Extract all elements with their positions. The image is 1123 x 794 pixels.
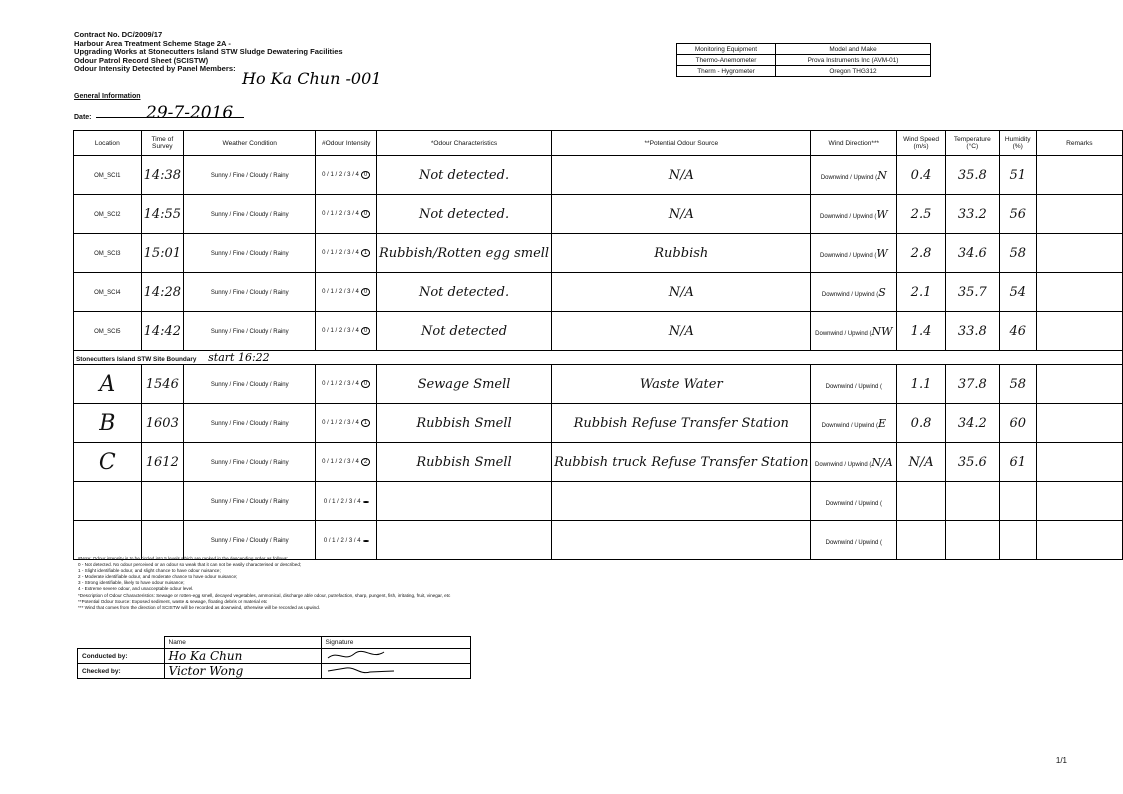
intensity-cell	[316, 443, 377, 482]
temperature-value: 34.2	[957, 415, 987, 431]
temperature-value: 35.8	[957, 167, 987, 183]
panel-member-name: Ho Ka Chun -001	[242, 69, 382, 88]
time-cell	[141, 521, 183, 560]
location-value: OM_SCI3	[94, 250, 121, 257]
temperature-cell	[945, 482, 999, 521]
weather-cell	[184, 482, 316, 521]
wind-options: Downwind / Upwind (	[815, 330, 872, 337]
conducted-label: Conducted by:	[78, 649, 165, 664]
weather-cell	[184, 365, 316, 404]
weather-cell	[184, 404, 316, 443]
location-cell	[74, 404, 142, 443]
time-value: 14:38	[143, 167, 182, 183]
scheme-title: Harbour Area Treatment Scheme Stage 2A -	[74, 38, 231, 48]
time-cell	[141, 234, 183, 273]
note-line: #Note: Odour intensity is to be circled into 5 levels which are ranked in the descending order as follows:	[78, 556, 289, 561]
source-cell	[552, 312, 811, 351]
wind-direction-value: N/A	[871, 455, 893, 469]
col-temperature: Temperature (°C)	[945, 131, 999, 156]
intensity-circled-value: 1	[361, 419, 370, 427]
wind-speed-cell	[897, 312, 946, 351]
temperature-cell	[945, 156, 999, 195]
note-line: **Potential Odour Source: Exposed sediment, waste & sewage, floating debris or material etc	[78, 598, 268, 604]
location-value: OM_SCI5	[94, 328, 121, 335]
intensity-options: 0 / 1 / 2 / 3 / 4	[322, 381, 359, 387]
characteristics-value: Not detected.	[418, 284, 510, 300]
date-underline	[96, 117, 244, 118]
humidity-value: 54	[1009, 284, 1026, 300]
col-time: Time of Survey	[141, 131, 183, 156]
remarks-cell	[1036, 404, 1122, 443]
intensity-cell	[316, 195, 377, 234]
humidity-value: 51	[1009, 167, 1026, 183]
general-info-heading: General Information	[74, 93, 141, 100]
humidity-cell	[999, 443, 1036, 482]
wind-direction-cell	[811, 521, 897, 560]
checked-label: Checked by:	[78, 664, 165, 679]
temperature-cell	[945, 234, 999, 273]
col-wind-direction: Wind Direction***	[811, 131, 897, 156]
wind-direction-value: E	[877, 416, 887, 430]
intensity-circled-value: 1	[361, 249, 370, 257]
temperature-value: 37.8	[957, 376, 987, 392]
time-value: 1612	[145, 454, 179, 470]
location-value: OM_SCI1	[94, 172, 121, 179]
col-humidity: Humidity (%)	[999, 131, 1036, 156]
remarks-cell	[1036, 312, 1122, 351]
intensity-circled-value: 0	[361, 210, 370, 218]
source-value: Rubbish truck Refuse Transfer Station	[554, 454, 809, 470]
humidity-cell	[999, 404, 1036, 443]
date-label: Date:	[74, 114, 92, 121]
table-row	[74, 312, 1123, 351]
intensity-options: 0 / 1 / 2 / 3 / 4	[322, 250, 359, 256]
location-cell	[74, 312, 142, 351]
source-cell	[552, 404, 811, 443]
time-cell	[141, 273, 183, 312]
equipment-model: Oregon THG312	[776, 66, 931, 77]
time-cell	[141, 156, 183, 195]
wind-speed-value: 0.8	[910, 415, 932, 431]
source-value: Rubbish	[654, 245, 709, 261]
humidity-cell	[999, 521, 1036, 560]
table-row	[74, 156, 1123, 195]
remarks-cell	[1036, 273, 1122, 312]
time-value: 1603	[145, 415, 179, 431]
humidity-cell	[999, 234, 1036, 273]
humidity-value: 46	[1009, 323, 1026, 339]
wind-speed-cell	[897, 404, 946, 443]
temperature-cell	[945, 365, 999, 404]
conducted-signature	[321, 649, 470, 664]
notes-block	[78, 556, 638, 611]
weather-options: Sunny / Fine / Cloudy / Rainy	[210, 420, 289, 427]
col-weather: Weather Condition	[184, 131, 316, 156]
col-intensity: #Odour Intensity	[316, 131, 377, 156]
source-cell	[552, 521, 811, 560]
characteristics-cell	[376, 195, 551, 234]
equipment-name: Thermo-Anemometer	[677, 55, 776, 66]
boundary-label: Stonecutters Island STW Site Boundary	[76, 356, 197, 363]
humidity-cell	[999, 195, 1036, 234]
temperature-value: 33.8	[957, 323, 987, 339]
contract-number: Contract No. DC/2009/17	[74, 30, 163, 39]
temperature-value: 35.6	[957, 454, 987, 470]
weather-cell	[184, 195, 316, 234]
intensity-cell	[316, 365, 377, 404]
table-header-row	[74, 131, 1123, 156]
characteristics-cell	[376, 273, 551, 312]
wind-speed-cell	[897, 156, 946, 195]
col-wind-speed: Wind Speed (m/s)	[897, 131, 946, 156]
wind-speed-value: N/A	[908, 454, 934, 470]
characteristics-cell	[376, 404, 551, 443]
note-line: 1 - Slight identifiable odour, and slight chance to have odour nuisance;	[78, 568, 221, 574]
wind-direction-value: N	[877, 168, 887, 182]
intensity-options: 0 / 1 / 2 / 3 / 4	[322, 420, 359, 426]
note-line: 2 - Moderate identifiable odour, and moderate chance to have odour nuisance;	[78, 574, 238, 580]
temperature-cell	[945, 404, 999, 443]
signature-scribble	[326, 650, 386, 661]
time-cell	[141, 312, 183, 351]
document-header	[74, 31, 434, 74]
col-remarks: Remarks	[1036, 131, 1122, 156]
wind-direction-cell	[811, 156, 897, 195]
weather-cell	[184, 443, 316, 482]
humidity-cell	[999, 273, 1036, 312]
checked-name: Victor Wong	[164, 664, 321, 679]
time-value: 14:42	[143, 323, 182, 339]
table-row	[74, 443, 1123, 482]
characteristics-value: Rubbish/Rotten egg smell	[378, 245, 550, 261]
checked-signature	[321, 664, 470, 679]
characteristics-cell	[376, 482, 551, 521]
wind-speed-cell	[897, 273, 946, 312]
source-value: Waste Water	[639, 376, 723, 392]
time-value: 14:55	[143, 206, 182, 222]
intensity-cell	[316, 312, 377, 351]
humidity-value: 58	[1009, 245, 1026, 261]
temperature-value: 33.2	[957, 206, 987, 222]
location-cell	[74, 482, 142, 521]
intensity-circled-value	[363, 501, 369, 503]
characteristics-cell	[376, 234, 551, 273]
wind-speed-cell	[897, 443, 946, 482]
wind-direction-value: W	[876, 246, 888, 260]
source-cell	[552, 443, 811, 482]
wind-options: Downwind / Upwind (	[825, 539, 882, 546]
wind-direction-cell	[811, 443, 897, 482]
humidity-value: 58	[1009, 376, 1026, 392]
wind-speed-value: 2.8	[910, 245, 932, 261]
table-row	[74, 195, 1123, 234]
source-cell	[552, 273, 811, 312]
wind-speed-value: 2.5	[910, 206, 932, 222]
col-source: **Potential Odour Source	[552, 131, 811, 156]
weather-cell	[184, 273, 316, 312]
source-value: Rubbish Refuse Transfer Station	[573, 415, 789, 431]
time-cell	[141, 195, 183, 234]
table-row	[74, 404, 1123, 443]
weather-options: Sunny / Fine / Cloudy / Rainy	[210, 537, 289, 544]
wind-direction-cell	[811, 234, 897, 273]
temperature-cell	[945, 443, 999, 482]
signature-header: Signature	[321, 637, 470, 649]
weather-options: Sunny / Fine / Cloudy / Rainy	[210, 459, 289, 466]
source-value: N/A	[668, 284, 694, 300]
temperature-value: 35.7	[957, 284, 987, 300]
wind-options: Downwind / Upwind (	[821, 291, 879, 298]
wind-direction-value: W	[876, 207, 888, 221]
intensity-circled-value: 0	[361, 380, 370, 388]
source-cell	[552, 156, 811, 195]
wind-speed-value: 1.1	[910, 376, 932, 392]
location-cell	[74, 156, 142, 195]
source-cell	[552, 234, 811, 273]
weather-options: Sunny / Fine / Cloudy / Rainy	[210, 498, 289, 505]
location-value: C	[98, 449, 116, 475]
col-characteristics: *Odour Characteristics	[376, 131, 551, 156]
table-row	[74, 521, 1123, 560]
equipment-header: Monitoring Equipment	[677, 44, 776, 55]
boundary-section-row	[74, 351, 1123, 365]
time-cell	[141, 443, 183, 482]
wind-direction-cell	[811, 273, 897, 312]
intensity-cell	[316, 273, 377, 312]
humidity-cell	[999, 312, 1036, 351]
table-row	[74, 273, 1123, 312]
source-cell	[552, 365, 811, 404]
wind-direction-cell	[811, 365, 897, 404]
intensity-circled-value: 0	[361, 327, 370, 335]
weather-cell	[184, 234, 316, 273]
intensity-circled-value: 0	[361, 288, 370, 296]
note-line: *Description of Odour Characteristics: Sewage or rotten-egg smell, decayed vegetables, ammonical, discharge able odour, putrefaction, sharp, pungent, fish, irritating, fruit, vinegar, etc	[78, 592, 451, 598]
location-cell	[74, 443, 142, 482]
remarks-cell	[1036, 234, 1122, 273]
wind-speed-cell	[897, 521, 946, 560]
characteristics-cell	[376, 312, 551, 351]
wind-options: Downwind / Upwind (	[825, 500, 882, 507]
temperature-cell	[945, 195, 999, 234]
equipment-model: Prova Instruments Inc (AVM-01)	[776, 55, 931, 66]
name-header: Name	[164, 637, 321, 649]
wind-direction-value: NW	[871, 324, 893, 338]
weather-options: Sunny / Fine / Cloudy / Rainy	[210, 172, 289, 179]
remarks-cell	[1036, 482, 1122, 521]
remarks-cell	[1036, 521, 1122, 560]
intensity-options: 0 / 1 / 2 / 3 / 4	[323, 537, 361, 544]
equipment-name: Therm - Hygrometer	[677, 66, 776, 77]
time-cell	[141, 365, 183, 404]
works-title: Upgrading Works at Stonecutters Island STW Sludge Dewatering Facilities	[74, 47, 343, 57]
characteristics-cell	[376, 365, 551, 404]
location-value: B	[99, 410, 116, 436]
time-value: 1546	[145, 376, 179, 392]
intensity-options: 0 / 1 / 2 / 3 / 4	[322, 172, 359, 178]
weather-options: Sunny / Fine / Cloudy / Rainy	[210, 328, 289, 335]
intensity-options: 0 / 1 / 2 / 3 / 4	[322, 328, 359, 334]
remarks-cell	[1036, 156, 1122, 195]
wind-direction-cell	[811, 195, 897, 234]
characteristics-value: Not detected.	[418, 206, 510, 222]
table-row	[74, 482, 1123, 521]
remarks-cell	[1036, 365, 1122, 404]
wind-speed-cell	[897, 365, 946, 404]
note-line: 4 - Extreme severe odour, and unacceptable odour level.	[78, 586, 194, 592]
characteristics-value: Not detected.	[418, 167, 510, 183]
weather-options: Sunny / Fine / Cloudy / Rainy	[210, 289, 289, 296]
remarks-cell	[1036, 195, 1122, 234]
table-row	[74, 234, 1123, 273]
temperature-cell	[945, 273, 999, 312]
time-value: 15:01	[143, 245, 182, 261]
intensity-options: 0 / 1 / 2 / 3 / 4	[322, 459, 359, 465]
location-cell	[74, 195, 142, 234]
location-cell	[74, 234, 142, 273]
source-cell	[552, 195, 811, 234]
equipment-table	[676, 43, 931, 77]
signature-table	[77, 636, 471, 679]
humidity-value: 56	[1009, 206, 1026, 222]
note-line: *** Wind that comes from the direction of SCISTW will be recorded as downwind, otherwise will be recorded as upwind.	[78, 604, 321, 610]
intensity-cell	[316, 156, 377, 195]
wind-direction-cell	[811, 404, 897, 443]
intensity-cell	[316, 521, 377, 560]
wind-options: Downwind / Upwind (	[820, 174, 878, 181]
intensity-options: 0 / 1 / 2 / 3 / 4	[322, 211, 359, 217]
col-location: Location	[74, 131, 142, 156]
intensity-cell	[316, 404, 377, 443]
conducted-name: Ho Ka Chun	[164, 649, 321, 664]
location-cell	[74, 365, 142, 404]
intensity-circled-value: 0	[361, 171, 370, 179]
table-row	[74, 365, 1123, 404]
wind-speed-cell	[897, 482, 946, 521]
intensity-options: 0 / 1 / 2 / 3 / 4	[322, 289, 359, 295]
signature-scribble	[326, 665, 396, 676]
date-value: 29-7-2016	[146, 103, 234, 123]
weather-options: Sunny / Fine / Cloudy / Rainy	[210, 250, 289, 257]
characteristics-cell	[376, 521, 551, 560]
intensity-circled-value	[363, 540, 369, 542]
temperature-cell	[945, 312, 999, 351]
characteristics-value: Sewage Smell	[417, 376, 511, 392]
location-value: OM_SCI4	[94, 289, 121, 296]
time-value: 14:28	[143, 284, 182, 300]
odour-record-table	[73, 130, 1123, 560]
characteristics-value: Not detected	[421, 323, 508, 339]
temperature-cell	[945, 521, 999, 560]
wind-options: Downwind / Upwind (	[819, 213, 877, 220]
temperature-value: 34.6	[957, 245, 987, 261]
wind-speed-value: 0.4	[910, 167, 932, 183]
characteristics-value: Rubbish Smell	[416, 454, 512, 470]
remarks-cell	[1036, 443, 1122, 482]
humidity-value: 60	[1009, 415, 1026, 431]
wind-speed-value: 1.4	[910, 323, 932, 339]
note-line: 3 - Strong identifiable, likely to have odour nuisance;	[78, 580, 185, 586]
wind-speed-value: 2.1	[910, 284, 932, 300]
weather-options: Sunny / Fine / Cloudy / Rainy	[210, 381, 289, 388]
weather-cell	[184, 156, 316, 195]
humidity-cell	[999, 365, 1036, 404]
characteristics-cell	[376, 156, 551, 195]
intensity-cell	[316, 234, 377, 273]
wind-options: Downwind / Upwind (	[821, 422, 878, 429]
wind-direction-cell	[811, 312, 897, 351]
wind-options: Downwind / Upwind (	[815, 461, 872, 468]
model-header: Model and Make	[776, 44, 931, 55]
intensity-cell	[316, 482, 377, 521]
weather-cell	[184, 312, 316, 351]
wind-speed-cell	[897, 234, 946, 273]
wind-direction-value: S	[878, 285, 886, 299]
note-line: 0 - Not detected. No odour perceived or an odour so weak that it can not be easily characterised or described;	[78, 562, 302, 568]
intensity-circled-value: 2	[361, 458, 370, 466]
time-cell	[141, 482, 183, 521]
panel-member-label: Odour Intensity Detected by Panel Members:	[74, 64, 236, 74]
weather-cell	[184, 521, 316, 560]
sheet-title: Odour Patrol Record Sheet (SCISTW)	[74, 55, 209, 65]
source-value: N/A	[668, 167, 694, 183]
wind-speed-cell	[897, 195, 946, 234]
source-value: N/A	[668, 206, 694, 222]
humidity-value: 61	[1009, 454, 1026, 470]
location-value: A	[99, 371, 116, 397]
location-cell	[74, 273, 142, 312]
location-value: OM_SCI2	[94, 211, 121, 218]
page-number: 1/1	[1055, 756, 1067, 765]
weather-options: Sunny / Fine / Cloudy / Rainy	[210, 211, 289, 218]
intensity-options: 0 / 1 / 2 / 3 / 4	[323, 498, 361, 505]
characteristics-cell	[376, 443, 551, 482]
humidity-cell	[999, 482, 1036, 521]
humidity-cell	[999, 156, 1036, 195]
wind-direction-cell	[811, 482, 897, 521]
source-cell	[552, 482, 811, 521]
wind-options: Downwind / Upwind (	[819, 252, 877, 259]
wind-options: Downwind / Upwind (	[825, 383, 882, 390]
characteristics-value: Rubbish Smell	[416, 415, 512, 431]
boundary-start: start 16:22	[208, 351, 270, 364]
location-cell	[74, 521, 142, 560]
source-value: N/A	[668, 323, 694, 339]
time-cell	[141, 404, 183, 443]
